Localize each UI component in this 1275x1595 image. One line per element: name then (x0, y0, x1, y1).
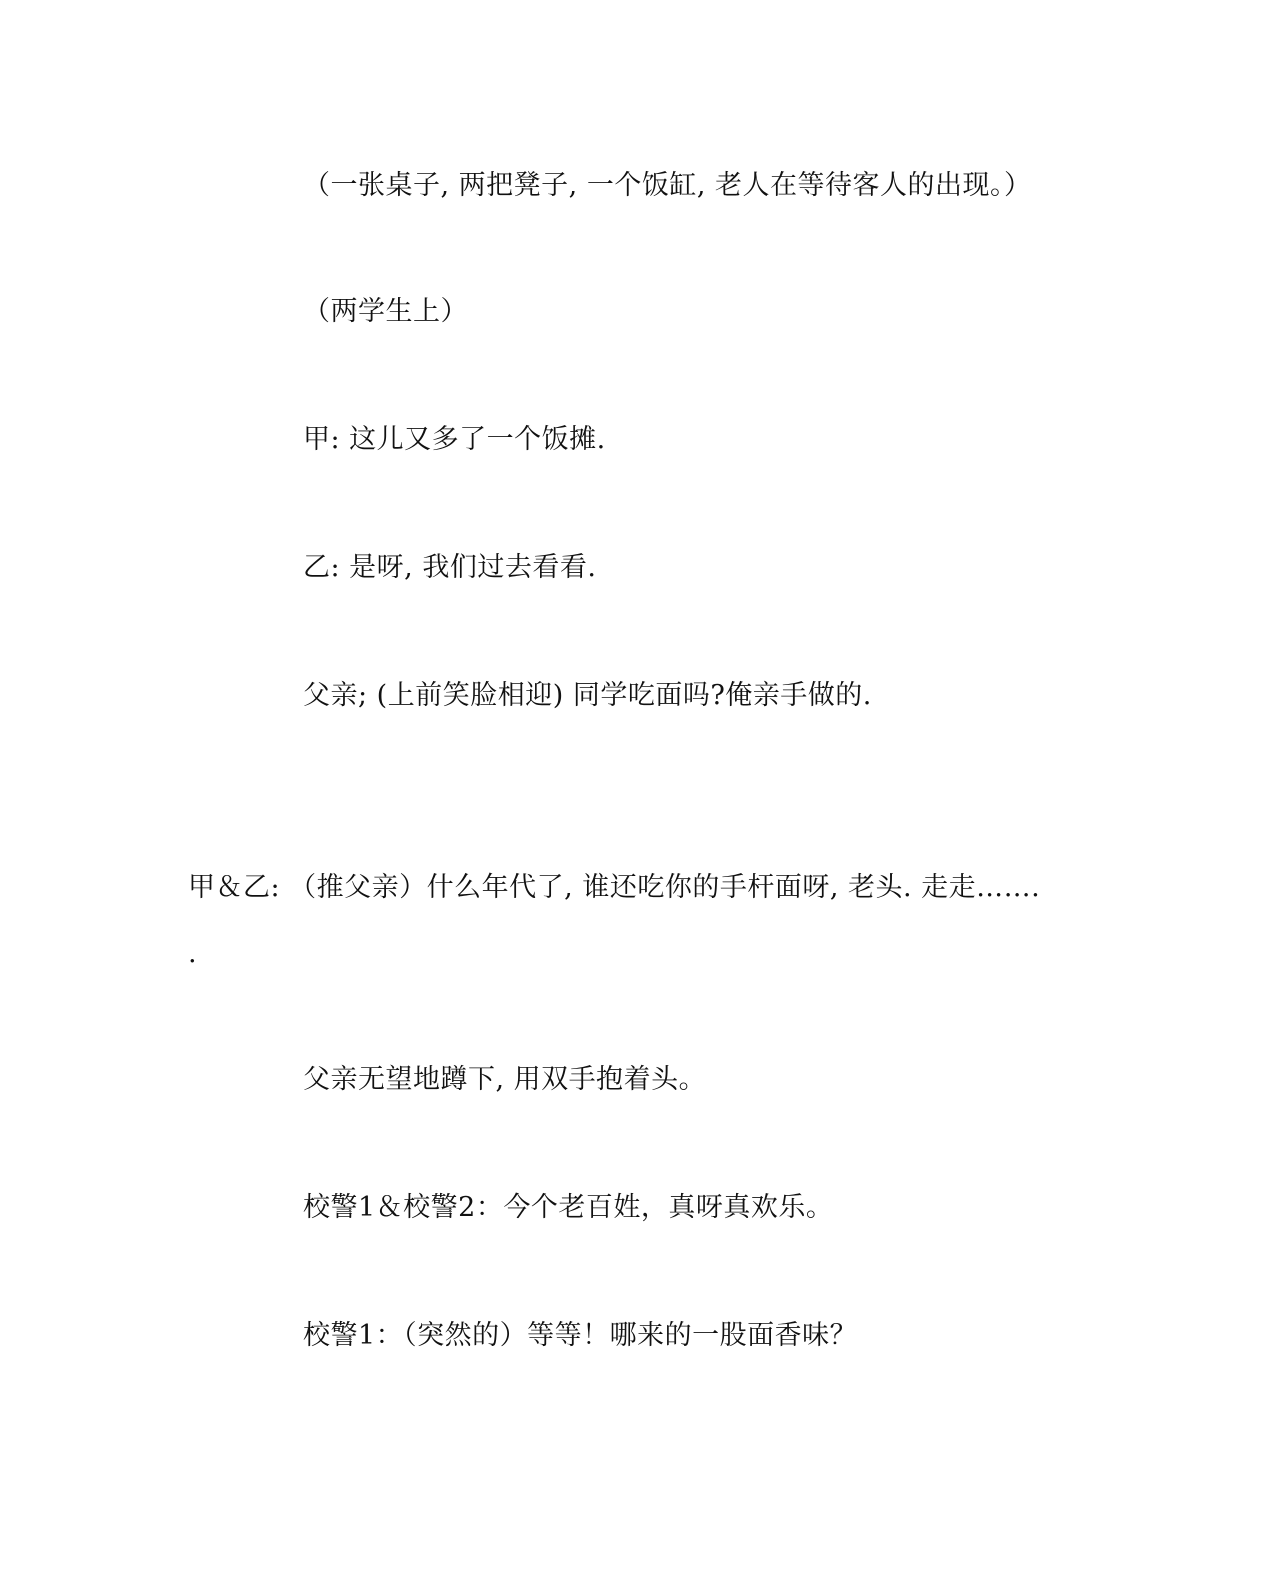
dialogue-line-jia: 甲: 这儿又多了一个饭摊. (303, 424, 606, 455)
dialogue-line-guards: 校警1＆校警2：今个老百姓，真呀真欢乐。 (303, 1192, 834, 1223)
stage-direction-father: 父亲无望地蹲下, 用双手抱着头。 (303, 1064, 707, 1095)
stage-direction-setting: （一张桌子, 两把凳子, 一个饭缸, 老人在等待客人的出现。） (303, 170, 1032, 201)
dialogue-line-father: 父亲; (上前笑脸相迎) 同学吃面吗?俺亲手做的. (303, 680, 872, 711)
dialogue-line-yi: 乙: 是呀, 我们过去看看. (303, 552, 597, 583)
dialogue-line-jia-yi: 甲＆乙: （推父亲）什么年代了, 谁还吃你的手杆面呀, 老头. 走走……. (188, 872, 1041, 903)
stage-direction-entrance: （两学生上） (303, 296, 468, 327)
dialogue-line-continuation: . (188, 938, 197, 969)
dialogue-line-guard1: 校警1：（突然的）等等！哪来的一股面香味？ (303, 1320, 858, 1351)
